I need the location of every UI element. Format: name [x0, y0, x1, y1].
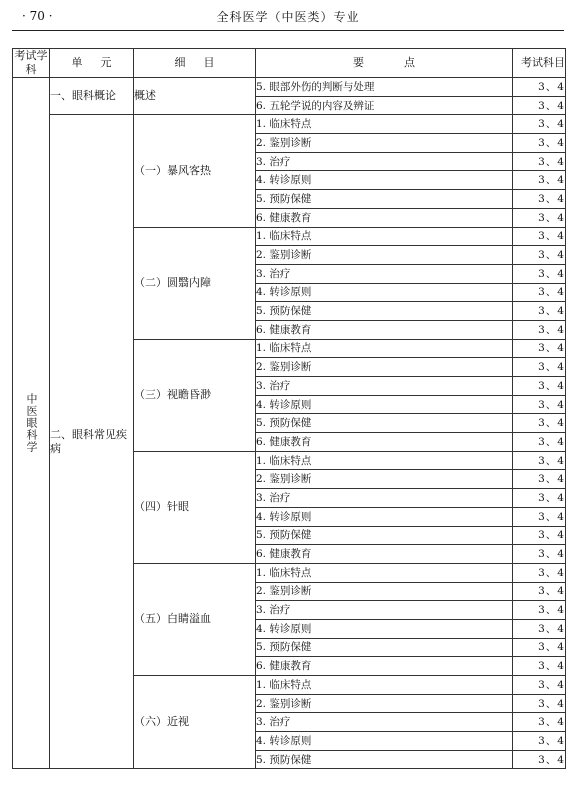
level-cell: 3、4 — [513, 395, 566, 414]
detail-cell: （二）圆翳内障 — [134, 227, 256, 339]
point-cell: 6. 五轮学说的内容及辨证 — [256, 96, 513, 115]
point-cell: 2. 鉴别诊断 — [256, 694, 513, 713]
point-cell: 6. 健康教育 — [256, 320, 513, 339]
level-cell: 3、4 — [513, 190, 566, 209]
table-row — [13, 115, 566, 134]
point-cell: 6. 健康教育 — [256, 433, 513, 452]
point-cell: 2. 鉴别诊断 — [256, 358, 513, 377]
point-cell: 6. 健康教育 — [256, 545, 513, 564]
level-cell: 3、4 — [513, 526, 566, 545]
page-title: 全科医学（中医类）专业 — [216, 10, 360, 24]
level-cell: 3、4 — [513, 713, 566, 732]
point-cell: 2. 鉴别诊断 — [256, 582, 513, 601]
point-cell: 1. 临床特点 — [256, 451, 513, 470]
level-cell: 3、4 — [513, 414, 566, 433]
detail-cell: （五）白睛溢血 — [134, 563, 256, 675]
point-cell: 5. 预防保健 — [256, 302, 513, 321]
level-cell: 3、4 — [513, 152, 566, 171]
point-cell: 5. 预防保健 — [256, 526, 513, 545]
point-cell: 3. 治疗 — [256, 152, 513, 171]
header-detail: 细目 — [134, 49, 256, 78]
point-cell: 3. 治疗 — [256, 713, 513, 732]
header-points: 要点 — [256, 49, 513, 78]
level-cell: 3、4 — [513, 750, 566, 769]
point-cell: 5. 预防保健 — [256, 414, 513, 433]
point-cell: 3. 治疗 — [256, 264, 513, 283]
point-cell: 5. 预防保健 — [256, 750, 513, 769]
level-cell: 3、4 — [513, 115, 566, 134]
level-cell: 3、4 — [513, 358, 566, 377]
point-cell: 2. 鉴别诊断 — [256, 246, 513, 265]
point-cell: 4. 转诊原则 — [256, 732, 513, 751]
level-cell: 3、4 — [513, 638, 566, 657]
level-cell: 3、4 — [513, 339, 566, 358]
point-cell: 2. 鉴别诊断 — [256, 470, 513, 489]
level-cell: 3、4 — [513, 246, 566, 265]
point-cell: 4. 转诊原则 — [256, 507, 513, 526]
point-cell: 5. 预防保健 — [256, 638, 513, 657]
level-cell: 3、4 — [513, 582, 566, 601]
point-cell: 3. 治疗 — [256, 377, 513, 396]
point-cell: 6. 健康教育 — [256, 657, 513, 676]
unit-cell: 一、眼科概论 — [50, 78, 134, 115]
point-cell: 4. 转诊原则 — [256, 619, 513, 638]
subject-cell: 中医眼科学 — [13, 78, 50, 769]
level-cell: 3、4 — [513, 489, 566, 508]
point-cell: 6. 健康教育 — [256, 208, 513, 227]
level-cell: 3、4 — [513, 732, 566, 751]
level-cell: 3、4 — [513, 563, 566, 582]
level-cell: 3、4 — [513, 619, 566, 638]
level-cell: 3、4 — [513, 134, 566, 153]
level-cell: 3、4 — [513, 227, 566, 246]
point-cell: 1. 临床特点 — [256, 339, 513, 358]
level-cell: 3、4 — [513, 470, 566, 489]
point-cell: 2. 鉴别诊断 — [256, 134, 513, 153]
level-cell: 3、4 — [513, 208, 566, 227]
level-cell: 3、4 — [513, 545, 566, 564]
point-cell: 1. 临床特点 — [256, 563, 513, 582]
point-cell: 4. 转诊原则 — [256, 395, 513, 414]
level-cell: 3、4 — [513, 694, 566, 713]
table-header-row — [13, 49, 566, 78]
point-cell: 1. 临床特点 — [256, 676, 513, 695]
level-cell: 3、4 — [513, 657, 566, 676]
level-cell: 3、4 — [513, 433, 566, 452]
level-cell: 3、4 — [513, 264, 566, 283]
syllabus-table — [12, 48, 566, 769]
point-cell: 1. 临床特点 — [256, 115, 513, 134]
detail-cell: （四）针眼 — [134, 451, 256, 563]
level-cell: 3、4 — [513, 78, 566, 97]
point-cell: 1. 临床特点 — [256, 227, 513, 246]
detail-cell: （六）近视 — [134, 676, 256, 769]
unit-cell: 二、眼科常见疾病 — [50, 115, 134, 769]
point-cell: 3. 治疗 — [256, 601, 513, 620]
level-cell: 3、4 — [513, 171, 566, 190]
level-cell: 3、4 — [513, 601, 566, 620]
header-unit: 单元 — [50, 49, 134, 78]
header-level: 考试科目 — [513, 49, 566, 78]
point-cell: 5. 眼部外伤的判断与处理 — [256, 78, 513, 97]
detail-cell: 概述 — [134, 78, 256, 115]
level-cell: 3、4 — [513, 320, 566, 339]
page-header — [12, 0, 564, 31]
detail-cell: （三）视瞻昏渺 — [134, 339, 256, 451]
level-cell: 3、4 — [513, 302, 566, 321]
table-row — [13, 78, 566, 97]
point-cell: 4. 转诊原则 — [256, 171, 513, 190]
level-cell: 3、4 — [513, 377, 566, 396]
level-cell: 3、4 — [513, 283, 566, 302]
point-cell: 5. 预防保健 — [256, 190, 513, 209]
table-body — [13, 78, 566, 769]
point-cell: 3. 治疗 — [256, 489, 513, 508]
level-cell: 3、4 — [513, 96, 566, 115]
detail-cell: （一）暴风客热 — [134, 115, 256, 227]
level-cell: 3、4 — [513, 676, 566, 695]
header-subject: 考试学科 — [14, 49, 48, 76]
level-cell: 3、4 — [513, 451, 566, 470]
level-cell: 3、4 — [513, 507, 566, 526]
page-number: · 70 · — [22, 9, 53, 23]
point-cell: 4. 转诊原则 — [256, 283, 513, 302]
